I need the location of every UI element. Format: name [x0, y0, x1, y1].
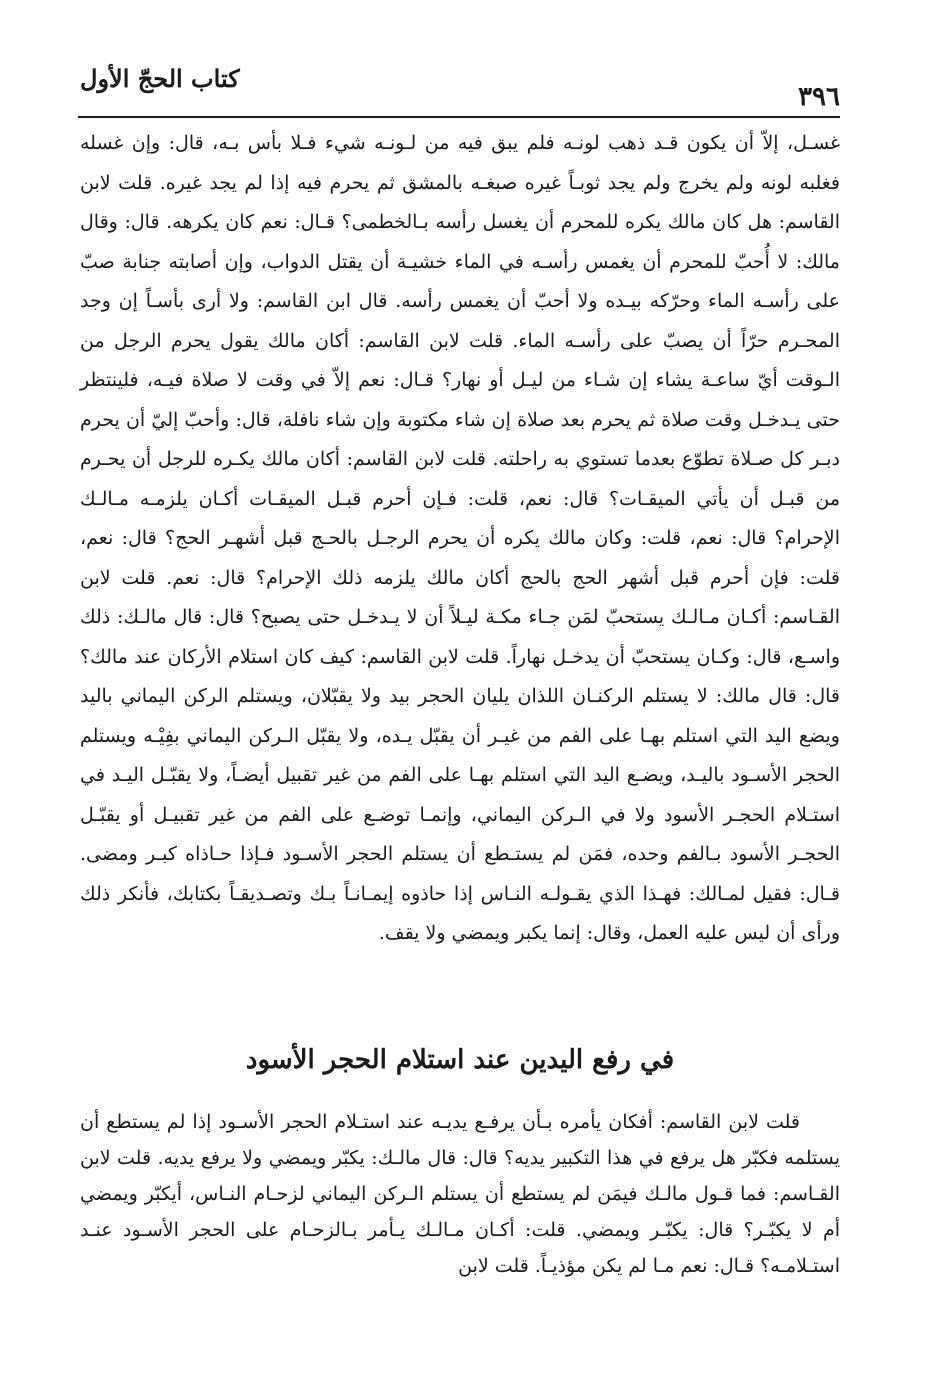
- page-number: ٣٩٦: [798, 82, 840, 112]
- book-title: كتاب الحجّ الأول: [80, 64, 240, 93]
- section-paragraph: قلت لابن القاسم: أفكان يأمره بـأن يرفـع يديـه عند استـلام الحجر الأسـود إذا لم يستطع أن يستلمه فكبّر هل يرفع في هذا التكبير يديه؟ قال: قال مالـك: يكبّر ويمضي ولا يرفع يديه. قلت لابن القـاسم: فما قـول مالـك فيمَن لم يستطع أن يستلم الـركن اليماني لزحـام النـاس، أيكبّر ويمضي أم لا يكبّـر؟ قال: يكبّـر ويمضي. قلت: أكـان مـالـك يـأمر بـالزحـام على الحجر الأسـود عنـد استـلامـه؟ قـال: نعم مـا لم يكن مؤذيـاً. قلت لابن: [80, 1111, 840, 1277]
- running-header: [80, 60, 840, 116]
- main-text: [80, 124, 840, 954]
- header-rule: [78, 116, 840, 118]
- main-paragraph: غسـل، إلاّ أن يكون قـد ذهب لونـه فلم يبق فيه من لـونـه شيء فـلا بأس بـه، قال: وإن غسله فغلبه لونه ولم يخرج ولم يجد ثوبـاً غيره صبغـه بالمشق ثم يحرم فيه إذا لم يجد غيره. قلت لابن القاسم: هل كان مالك يكره للمحرم أن يغسل رأسه بـالخطمى؟ قـال: نعم كان يكرهه. قال: وقال مالك: لا أُحبّ للمحرم أن يغمس رأسـه في الماء خشيـة أن يقتل الدواب، وإن أصابته جنابة صبّ على رأسـه الماء وحرّكه بيـده ولا أحبّ أن يغمس رأسه. قال ابن القاسم: ولا أرى بأسـاً إن وجد المحـرم حرّاً أن يصبّ على رأسـه الماء. قلت لابن القاسم: أكان مالك يقول يحرم الرجل من الـوقت أيّ ساعـة يشاء إن شـاء من ليـل أو نهار؟ قـال: نعم إلاّ في وقت لا صلاة فيـه، فلينتظر حتى يـدخـل وقت صلاة ثم يحرم بعد صلاة إن شاء مكتوبة وإن شاء نافلة، قال: وأحبّ إليّ أن يحرم دبـر كل صـلاة تطوّع بعدما تستوي به راحلته. قلت لابن القاسم: أكان مالك يكـره للرجل أن يحـرم من قبـل أن يأتي الميقـات؟ قال: نعم، قلت: فـإن أحرم قبـل الميقـات أكـان يلزمـه مـالـك الإحرام؟ قال: نعم، قلت: وكان مالك يكره أن يحرم الرجـل بالحـج قبل أشهـر الحج؟ قال: نعم، قلت: فإن أحرم قبل أشهر الحج بالحج أكان مالك يلزمه ذلك الإحرام؟ قال: نعم. قلت لابن القـاسم: أكـان مـالـك يستحبّ لمَن جـاء مكـة ليـلاً أن لا يـدخـل حتى يصبح؟ قال: قال مالـك: ذلك واسـع، قال: وكـان يستحبّ أن يدخـل نهاراً. قلت لابن القاسم: كيف كان استلام الأركان عند مالك؟ قال: قال مالك: لا يستلم الركنـان اللذان يليان الحجر بيد ولا يقبّلان، ويستلم الركن اليماني باليد ويضع اليد التي استلم بهـا على الفم من غيـر أن يقبّل يـده، ولا يقبّل الـركن اليماني بفِيْـه ويستلم الحجر الأسـود باليـد، ويضـع اليد التي استلم بهـا على الفم من غير تقبيل أيضـاً، ولا يقبّـل اليـد في استـلام الحجـر الأسود ولا في الـركن اليماني، وإنمـا توضـع على الفم من غير تقبيـل أو يقبّـل الحجـر الأسود بـالفم وحده، فمَن لم يستـطع أن يستلم الحجر الأسـود فـإذا حـاذاه كبـر ومضى. قـال: فقيل لمـالك: فهـذا الذي يقـولـه النـاس إذا حاذوه إيمـانـاً بـك وتصـديقـاً بكتابك، فأنكر ذلك ورأى أن ليس عليه العمل، وقال: إنما يكبر ويمضي ولا يقف.: [80, 132, 840, 944]
- section-heading: في رفع اليدين عند استلام الحجر الأسود: [245, 1045, 675, 1075]
